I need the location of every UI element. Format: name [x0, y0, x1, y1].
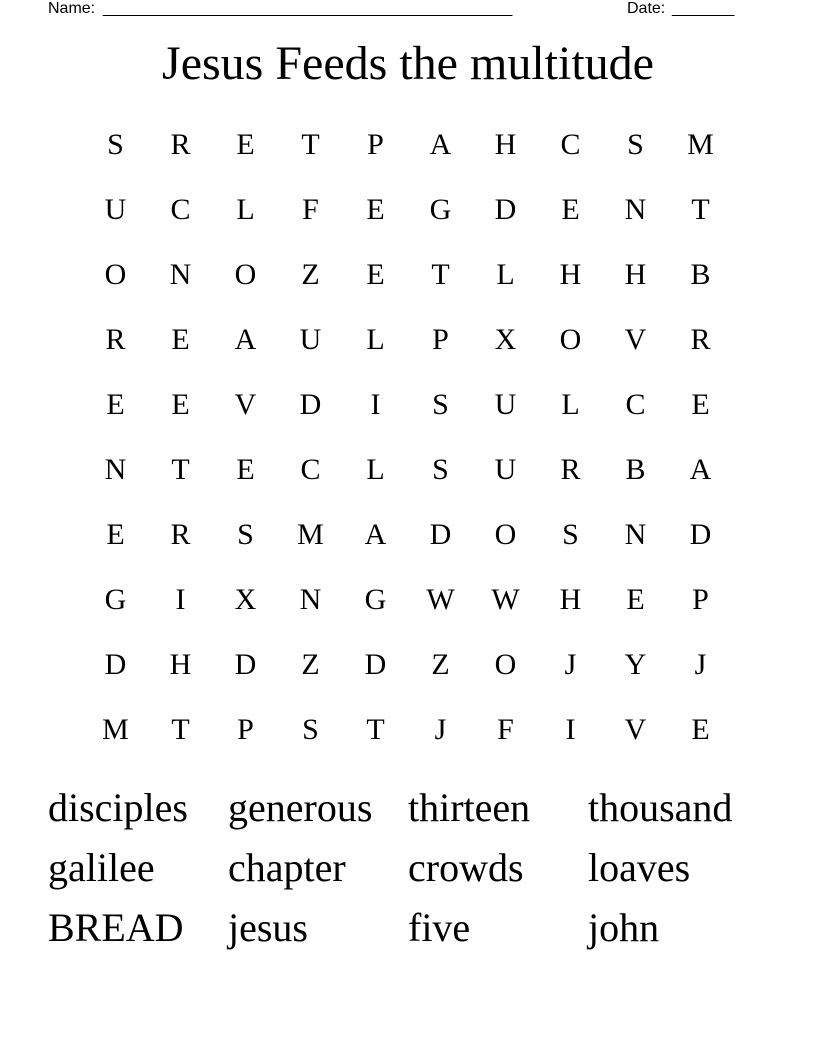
grid-letter: S [432, 452, 449, 486]
grid-letter: E [171, 387, 190, 421]
grid-letter: M [297, 517, 324, 551]
word-bank [48, 778, 768, 958]
grid-letter: U [299, 322, 322, 356]
grid-letter: V [234, 387, 257, 421]
grid-letter: E [236, 452, 255, 486]
word-bank-item: crowds [408, 845, 524, 890]
grid-letter: E [366, 192, 385, 226]
grid-letter: V [624, 322, 647, 356]
grid-letter: D [364, 647, 387, 681]
grid-letter: Y [624, 647, 647, 681]
grid-letter: I [565, 712, 576, 746]
grid-letter: Z [301, 647, 320, 681]
word-bank-item: thirteen [408, 785, 531, 830]
grid-letter: S [627, 127, 644, 161]
grid-letter: M [102, 712, 129, 746]
grid-letter: D [104, 647, 127, 681]
grid-letter: H [559, 257, 582, 291]
grid-letter: C [300, 452, 321, 486]
grid-letter: R [690, 322, 711, 356]
grid-letter: S [302, 712, 319, 746]
grid-letter: A [364, 517, 387, 551]
word-bank-item: chapter [228, 845, 346, 890]
grid-letter: H [169, 647, 192, 681]
word-bank-item: BREAD [48, 905, 184, 950]
grid-letter: A [689, 452, 712, 486]
grid-letter: T [171, 712, 190, 746]
word-bank-item: thousand [588, 785, 733, 830]
grid-letter: I [370, 387, 381, 421]
grid-letter: A [429, 127, 452, 161]
page-title: Jesus Feeds the multitude [162, 37, 654, 90]
grid-letter: P [692, 582, 709, 616]
grid-letter: N [624, 517, 647, 551]
date-blank-line: _______ [672, 0, 735, 17]
grid-letter: H [624, 257, 647, 291]
grid-letter: M [687, 127, 714, 161]
word-bank-item: john [588, 905, 660, 950]
grid-letter: J [434, 712, 447, 746]
grid-letter: T [366, 712, 385, 746]
grid-letter: T [301, 127, 320, 161]
date-label: Date: [627, 0, 666, 17]
grid-letter: E [561, 192, 580, 226]
grid-letter: X [494, 322, 517, 356]
word-bank-item: generous [228, 785, 373, 830]
grid-letter: H [559, 582, 582, 616]
grid-letter: C [560, 127, 581, 161]
grid-letter: U [494, 452, 517, 486]
grid-letter: F [302, 192, 319, 226]
grid-letter: E [236, 127, 255, 161]
grid-letter: S [107, 127, 124, 161]
word-bank-item: galilee [48, 845, 155, 890]
grid-letter: R [560, 452, 581, 486]
grid-letter: E [691, 387, 710, 421]
grid-letter: T [171, 452, 190, 486]
grid-letter: C [170, 192, 191, 226]
grid-letter: E [626, 582, 645, 616]
grid-letter: G [104, 582, 127, 616]
word-bank-item: five [408, 905, 471, 950]
grid-letter: E [106, 387, 125, 421]
grid-letter: W [426, 582, 455, 616]
grid-letter: U [494, 387, 517, 421]
grid-letter: Z [431, 647, 450, 681]
grid-letter: L [236, 192, 255, 226]
grid-letter: C [625, 387, 646, 421]
word-bank-item: loaves [588, 845, 691, 890]
grid-letter: S [562, 517, 579, 551]
grid-letter: O [104, 257, 127, 291]
grid-letter: D [689, 517, 712, 551]
grid-letter: I [175, 582, 186, 616]
grid-letter: E [366, 257, 385, 291]
grid-letter: E [171, 322, 190, 356]
grid-letter: R [170, 127, 191, 161]
grid-letter: O [559, 322, 582, 356]
grid-letter: V [624, 712, 647, 746]
grid-letter: O [494, 517, 517, 551]
grid-letter: O [494, 647, 517, 681]
grid-letter: F [497, 712, 514, 746]
grid-letter: P [367, 127, 384, 161]
grid-letter: N [624, 192, 647, 226]
grid-letter: J [694, 647, 707, 681]
grid-letter: N [104, 452, 127, 486]
grid-letter: L [496, 257, 515, 291]
grid-letter: D [234, 647, 257, 681]
grid-letter: D [429, 517, 452, 551]
name-blank-line: ______________________________________________ [103, 0, 513, 17]
grid-letter: L [561, 387, 580, 421]
name-label: Name: [48, 0, 96, 17]
grid-letter: E [106, 517, 125, 551]
grid-letter: R [105, 322, 126, 356]
grid-letter: L [366, 452, 385, 486]
grid-letter: J [564, 647, 577, 681]
grid-letter: G [429, 192, 452, 226]
word-bank-item: jesus [228, 905, 308, 950]
grid-letter: N [169, 257, 192, 291]
grid-letter: H [494, 127, 517, 161]
grid-letter: L [366, 322, 385, 356]
grid-letter: D [299, 387, 322, 421]
grid-letter: A [234, 322, 257, 356]
grid-letter: D [494, 192, 517, 226]
grid-letter: S [237, 517, 254, 551]
grid-letter: G [364, 582, 387, 616]
grid-letter: E [691, 712, 710, 746]
grid-letter: R [170, 517, 191, 551]
grid-letter: O [234, 257, 257, 291]
word-search-grid [83, 112, 733, 762]
word-bank-item: disciples [48, 785, 188, 830]
grid-letter: T [431, 257, 450, 291]
grid-letter: S [432, 387, 449, 421]
grid-letter: N [299, 582, 322, 616]
grid-letter: T [691, 192, 710, 226]
grid-letter: B [690, 257, 711, 291]
grid-letter: P [237, 712, 254, 746]
grid-letter: W [491, 582, 520, 616]
grid-letter: P [432, 322, 449, 356]
grid-letter: B [625, 452, 646, 486]
grid-letter: X [234, 582, 257, 616]
grid-letter: Z [301, 257, 320, 291]
worksheet-header [48, 0, 748, 18]
grid-letter: U [104, 192, 127, 226]
